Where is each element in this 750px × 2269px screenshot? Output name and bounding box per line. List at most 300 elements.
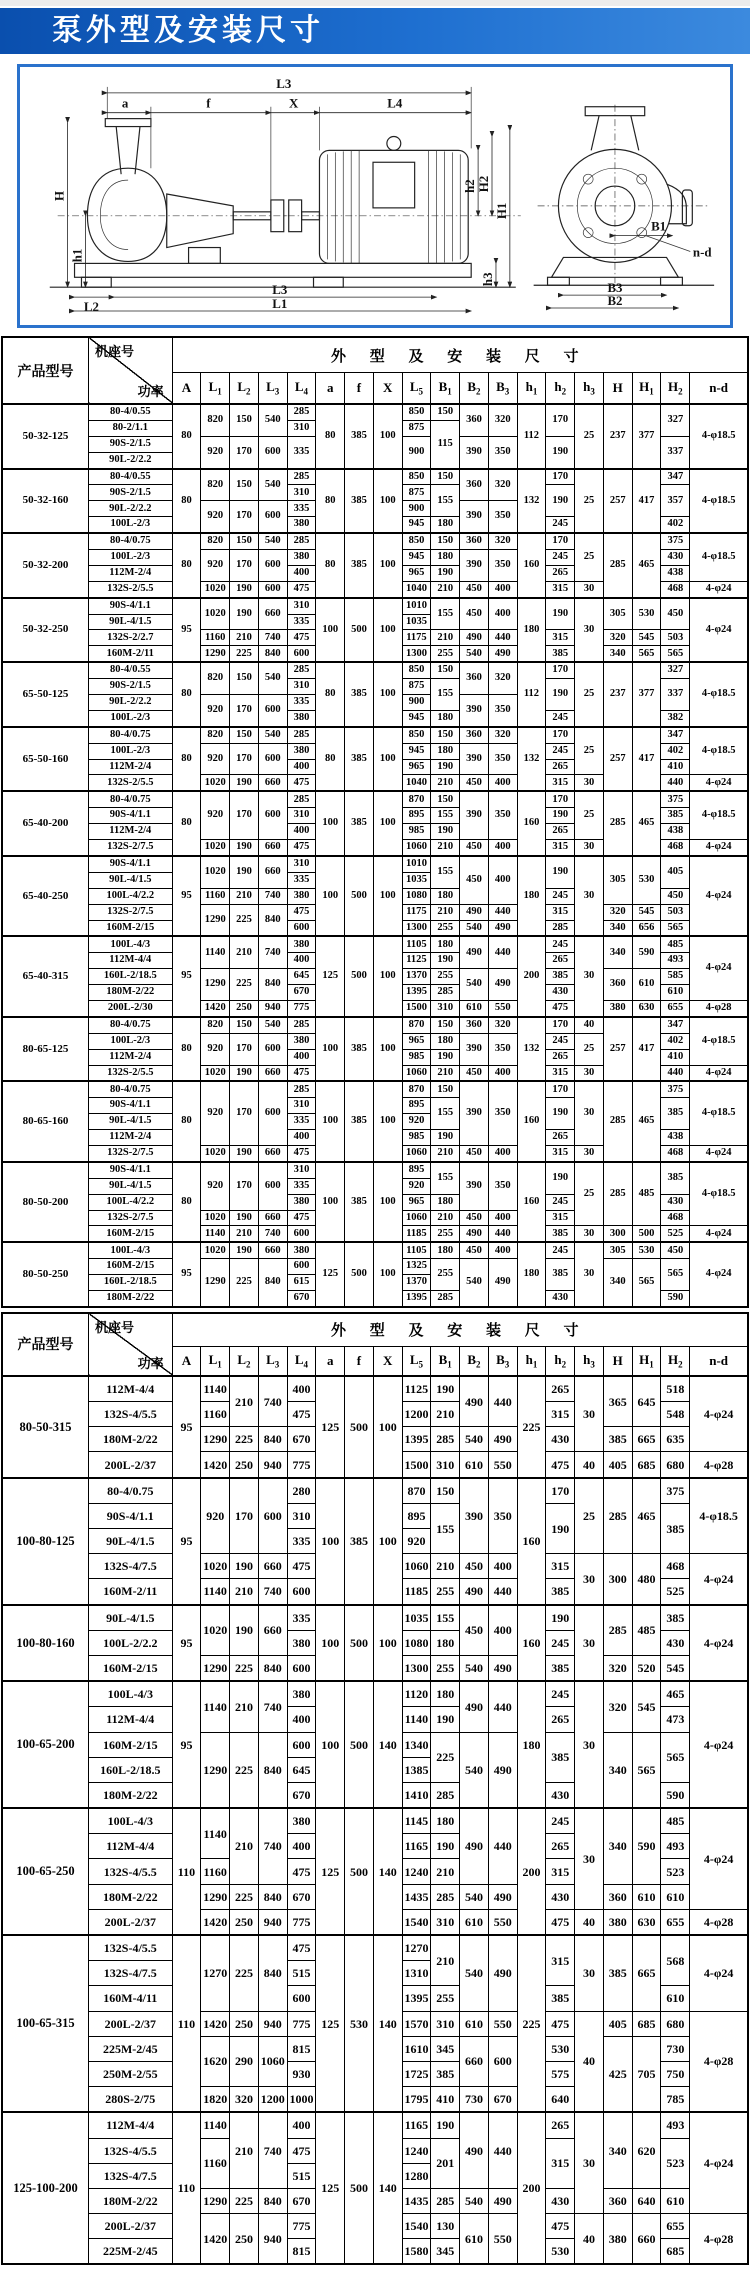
dimension-cell: 385 — [345, 404, 374, 469]
dimension-cell: 1310 — [402, 1961, 431, 1986]
dimension-cell: 4-φ24 — [690, 1376, 748, 1452]
dimension-cell: 565 — [661, 920, 690, 936]
column-header: n-d — [690, 373, 748, 405]
dimension-cell: 160 — [517, 1081, 546, 1161]
dimension-cell: 375 — [661, 533, 690, 549]
frame-power-cell: 100L-4/3 — [89, 936, 173, 952]
dimension-cell: 150 — [431, 469, 460, 485]
dimension-cell: 1395 — [402, 1427, 431, 1452]
dimension-cell: 4-φ18.5 — [690, 1017, 748, 1065]
frame-power-cell: 90L-4/1.5 — [89, 614, 173, 630]
frame-power-cell: 160M-4/11 — [89, 1986, 173, 2011]
dimension-cell: 40 — [575, 1452, 604, 1478]
dimension-cell: 190 — [431, 953, 460, 969]
dimension-cell: 170 — [230, 743, 259, 775]
dimension-cell: 402 — [661, 517, 690, 533]
frame-power-cell: 180M-2/22 — [89, 1884, 173, 1909]
dimension-cell: 237 — [603, 404, 632, 469]
dim-label-H2: H2 — [477, 175, 492, 193]
dimension-cell: 630 — [632, 1909, 661, 1935]
dimension-cell: 1290 — [201, 1655, 230, 1681]
dimension-cell: 160 — [517, 1478, 546, 1605]
dimension-cell: 870 — [402, 1478, 431, 1504]
dimension-cell: 245 — [546, 1808, 575, 1834]
dimension-cell: 1270 — [201, 1935, 230, 2011]
frame-power-cell: 160L-2/18.5 — [89, 1757, 173, 1782]
dimension-cell: 140 — [373, 1935, 402, 2112]
dimension-cell: 225 — [230, 1935, 259, 2011]
dimension-cell: 385 — [345, 791, 374, 856]
dimension-cell: 375 — [661, 1081, 690, 1097]
dimension-cell: 600 — [287, 1259, 316, 1275]
frame-power-cell: 160M-2/11 — [89, 1579, 173, 1605]
column-header: $L_5$ — [402, 1346, 431, 1376]
dimension-cell: 95 — [172, 598, 201, 663]
dimension-cell: 340 — [603, 920, 632, 936]
dimension-cell: 115 — [431, 420, 460, 468]
dimension-cell: 300 — [603, 1554, 632, 1605]
dimension-cell: 438 — [661, 1130, 690, 1146]
dimension-cell: 310 — [287, 598, 316, 614]
dimension-cell: 400 — [488, 840, 517, 856]
dimension-cell: 402 — [661, 1033, 690, 1049]
dimension-cell: 100 — [316, 1478, 345, 1605]
dimension-cell: 920 — [201, 1033, 230, 1065]
dimension-cell: 100 — [316, 598, 345, 663]
dimension-cell: 940 — [258, 1452, 287, 1478]
dimension-cell: 1240 — [402, 1859, 431, 1884]
dimension-cell: 385 — [603, 1427, 632, 1452]
dimension-cell: 490 — [488, 920, 517, 936]
dimension-cell: 257 — [603, 1017, 632, 1082]
dimension-cell: 400 — [488, 1145, 517, 1161]
dimension-cell: 1620 — [201, 2036, 230, 2086]
dimension-cell: 210 — [431, 1402, 460, 1427]
dimension-cell: 390 — [460, 1081, 489, 1145]
frame-power-cell: 160L-2/18.5 — [89, 969, 173, 985]
dimension-cell: 335 — [287, 872, 316, 888]
dimension-cell: 155 — [431, 1162, 460, 1194]
dimension-cell: 150 — [230, 469, 259, 501]
dimension-cell: 190 — [431, 824, 460, 840]
dimension-cell: 1010 — [402, 856, 431, 872]
dimension-cell: 1500 — [402, 1452, 431, 1478]
dimension-cell: 1020 — [201, 856, 230, 888]
dimension-cell: 1290 — [201, 1884, 230, 1909]
dimension-cell: 600 — [287, 1226, 316, 1242]
dimension-cell: 350 — [488, 501, 517, 533]
frame-power-cell: 200L-2/37 — [89, 2214, 173, 2239]
dimension-cell: 385 — [431, 2061, 460, 2086]
frame-power-cell: 90S-2/1.5 — [89, 485, 173, 501]
dimension-cell: 1040 — [402, 775, 431, 791]
column-header: $B_2$ — [460, 1346, 489, 1376]
dimension-cell: 1175 — [402, 630, 431, 646]
dimension-cell: 245 — [546, 517, 575, 533]
dimension-cell: 132 — [517, 469, 546, 534]
dimension-cell: 1020 — [201, 1145, 230, 1161]
frame-power-cell: 80-4/0.75 — [89, 533, 173, 549]
dimension-cell: 315 — [546, 1554, 575, 1579]
dimension-cell: 635 — [661, 1427, 690, 1452]
dimension-cell: 965 — [402, 759, 431, 775]
dimension-cell: 545 — [632, 904, 661, 920]
frame-power-cell: 180M-2/22 — [89, 1290, 173, 1306]
dimension-cell: 385 — [661, 1503, 690, 1553]
dimension-cell: 285 — [431, 2188, 460, 2213]
dimension-cell: 660 — [460, 2036, 489, 2086]
dimension-cell: 320 — [603, 1681, 632, 1732]
dimension-cell: 670 — [287, 985, 316, 1001]
frame-power-cell: 132S-2/7.5 — [89, 1145, 173, 1161]
dimension-cell: 640 — [546, 2087, 575, 2113]
dimension-cell: 4-φ18.5 — [690, 1478, 748, 1554]
dim-label-H1: H1 — [494, 202, 509, 220]
dimension-cell: 190 — [230, 1242, 259, 1258]
dimension-cell: 25 — [575, 1478, 604, 1554]
dimension-cell: 540 — [460, 1655, 489, 1681]
dimension-cell: 485 — [661, 936, 690, 952]
dimension-cell: 600 — [287, 920, 316, 936]
dimension-cell: 347 — [661, 469, 690, 485]
dimension-cell: 385 — [345, 469, 374, 534]
dimension-cell: 1500 — [402, 1000, 431, 1016]
dimension-cell: 1570 — [402, 2011, 431, 2036]
dimension-cell: 540 — [258, 1017, 287, 1033]
dimension-cell: 320 — [488, 1017, 517, 1033]
frame-power-cell: 100L-2/2.2 — [89, 1630, 173, 1655]
dimension-cell: 400 — [287, 1707, 316, 1732]
frame-power-cell: 132S-4/7.5 — [89, 2163, 173, 2188]
dimension-cell: 245 — [546, 1242, 575, 1258]
dimension-cell: 315 — [546, 1859, 575, 1884]
dimension-cell: 660 — [258, 1242, 287, 1258]
dimension-cell: 500 — [345, 2112, 374, 2264]
dimension-cell: 357 — [661, 485, 690, 517]
dimension-cell: 1420 — [201, 1000, 230, 1016]
dimension-cell: 305 — [603, 856, 632, 904]
dimension-cell: 490 — [488, 646, 517, 662]
dimension-cell: 655 — [661, 2214, 690, 2239]
dimension-cell: 475 — [287, 1554, 316, 1579]
dimension-cell: 1290 — [201, 1427, 230, 1452]
dimension-cell: 310 — [431, 2011, 460, 2036]
dimension-cell: 1060 — [258, 2036, 287, 2086]
dimension-cell: 820 — [201, 469, 230, 501]
dimension-cell: 615 — [287, 1275, 316, 1291]
dimension-cell: 320 — [488, 404, 517, 436]
dimension-cell: 475 — [287, 1145, 316, 1161]
dimension-cell: 4-φ24 — [690, 856, 748, 936]
dimension-cell: 600 — [258, 1033, 287, 1065]
dimension-cell: 265 — [546, 1707, 575, 1732]
product-model-cell: 100-80-160 — [2, 1605, 89, 1682]
dimension-cell: 170 — [230, 436, 259, 468]
dimension-cell: 1290 — [201, 1732, 230, 1808]
dimension-cell: 340 — [603, 1808, 632, 1884]
dimension-cell: 1020 — [201, 581, 230, 597]
dimension-cell: 685 — [632, 2011, 661, 2036]
dimension-cell: 285 — [431, 1290, 460, 1306]
dimension-cell: 1395 — [402, 1290, 431, 1306]
dimension-cell: 4-φ18.5 — [690, 662, 748, 727]
dimension-cell: 920 — [201, 695, 230, 727]
dimension-cell: 4-φ24 — [690, 1681, 748, 1808]
dimension-cell: 500 — [345, 1376, 374, 1478]
dimension-cell: 360 — [603, 2188, 632, 2213]
dimension-cell: 1020 — [201, 840, 230, 856]
dimension-cell: 473 — [661, 1707, 690, 1732]
dimension-cell: 30 — [575, 840, 604, 856]
dimension-cell: 590 — [661, 1290, 690, 1306]
column-header: X — [373, 373, 402, 405]
dimension-cell: 190 — [546, 1098, 575, 1130]
dimension-cell: 475 — [546, 2011, 575, 2036]
dimension-cell: 150 — [431, 1017, 460, 1033]
dimension-cell: 600 — [488, 2036, 517, 2086]
dimension-cell: 540 — [460, 1259, 489, 1307]
dimension-cell: 255 — [431, 1986, 460, 2011]
dimension-cell: 600 — [258, 501, 287, 533]
dimension-cell: 1290 — [201, 646, 230, 662]
dimension-cell: 530 — [632, 1242, 661, 1258]
frame-power-cell: 132S-2/5.5 — [89, 1065, 173, 1081]
dimension-cell: 4-φ28 — [690, 1909, 748, 1935]
dimension-cell: 40 — [575, 2214, 604, 2265]
dimension-cell: 30 — [575, 936, 604, 1016]
dimension-cell: 4-φ24 — [690, 840, 748, 856]
dimension-cell: 870 — [402, 1017, 431, 1033]
dimension-cell: 320 — [488, 469, 517, 501]
dimension-cell: 150 — [431, 662, 460, 678]
dim-label-l3-bottom: L3 — [272, 283, 288, 298]
dimension-cell: 475 — [287, 1065, 316, 1081]
dimension-cell: 1060 — [402, 1065, 431, 1081]
dimension-cell: 190 — [546, 679, 575, 711]
frame-power-cell: 225M-2/45 — [89, 2239, 173, 2265]
frame-power-cell: 90S-4/1.1 — [89, 1162, 173, 1178]
frame-power-cell: 100L-4/2.2 — [89, 888, 173, 904]
dimension-cell: 400 — [287, 2112, 316, 2138]
dimension-cell: 4-φ18.5 — [690, 469, 748, 534]
dimension-cell: 265 — [546, 824, 575, 840]
dimension-cell: 468 — [661, 1210, 690, 1226]
dimension-cell: 740 — [258, 936, 287, 968]
frame-power-cell: 200L-2/37 — [89, 1452, 173, 1478]
frame-power-cell: 200L-2/37 — [89, 1909, 173, 1935]
dimension-cell: 1020 — [201, 1554, 230, 1579]
dimension-cell: 210 — [431, 840, 460, 856]
dimension-cell: 30 — [575, 1935, 604, 2011]
dimension-cell: 1175 — [402, 904, 431, 920]
dimension-cell: 225 — [230, 646, 259, 662]
dimension-cell: 1080 — [402, 1630, 431, 1655]
dimension-cell: 110 — [172, 1935, 201, 2112]
dimension-cell: 945 — [402, 550, 431, 566]
frame-power-cell: 225M-2/45 — [89, 2036, 173, 2061]
dimension-cell: 493 — [661, 2112, 690, 2138]
dimension-cell: 245 — [546, 710, 575, 726]
dimension-cell: 385 — [345, 727, 374, 792]
column-header: $L_3$ — [258, 373, 287, 405]
dimension-cell: 820 — [201, 727, 230, 743]
dimension-cell: 255 — [431, 1579, 460, 1605]
dimension-cell: 490 — [488, 1655, 517, 1681]
dimension-cell: 540 — [460, 1427, 489, 1452]
dimension-cell: 160 — [517, 1605, 546, 1682]
dimension-cell: 335 — [287, 501, 316, 517]
dimension-cell: 110 — [172, 1808, 201, 1935]
dimension-cell: 440 — [488, 936, 517, 968]
dimension-cell: 468 — [661, 1554, 690, 1579]
dimension-cell: 940 — [258, 2011, 287, 2036]
dimension-cell: 550 — [488, 2214, 517, 2265]
dimension-cell: 600 — [258, 550, 287, 582]
dimension-cell: 568 — [661, 1935, 690, 1986]
dimension-cell: 545 — [632, 1681, 661, 1732]
dimension-cell: 100 — [373, 469, 402, 534]
dimension-cell: 385 — [661, 808, 690, 824]
dim-label-f: f — [206, 96, 211, 111]
dimension-cell: 1165 — [402, 2112, 431, 2138]
dimension-cell: 210 — [230, 936, 259, 968]
dimension-cell: 190 — [230, 840, 259, 856]
dimension-cell: 1370 — [402, 1275, 431, 1291]
dimension-cell: 30 — [575, 1554, 604, 1605]
dimension-cell: 540 — [258, 469, 287, 501]
dimension-cell: 1610 — [402, 2036, 431, 2061]
dimensions-span-header: 外 型 及 安 装 尺 寸 — [172, 1313, 748, 1347]
frame-power-cell: 112M-2/4 — [89, 759, 173, 775]
dimension-cell: 150 — [230, 404, 259, 436]
dimension-cell: 250 — [230, 2011, 259, 2036]
dimension-cell: 660 — [258, 1145, 287, 1161]
dimension-cell: 740 — [258, 1681, 287, 1732]
dimension-cell: 125 — [316, 1376, 345, 1478]
frame-power-cell: 100L-2/3 — [89, 743, 173, 759]
dimension-cell: 920 — [201, 743, 230, 775]
dimension-cell: 1080 — [402, 888, 431, 904]
dimension-cell: 315 — [546, 1935, 575, 1986]
dimension-cell: 900 — [402, 501, 431, 517]
dimension-cell: 190 — [230, 1145, 259, 1161]
dimension-cell: 430 — [661, 1630, 690, 1655]
dimension-cell: 190 — [431, 1707, 460, 1732]
dimension-cell: 920 — [201, 1478, 230, 1554]
dimension-cell: 1185 — [402, 1226, 431, 1242]
dimension-cell: 493 — [661, 1834, 690, 1859]
frame-power-cell: 100L-2/3 — [89, 710, 173, 726]
dimension-cell: 1725 — [402, 2061, 431, 2086]
dimension-cell: 350 — [488, 1033, 517, 1065]
dimension-cell: 285 — [287, 1081, 316, 1097]
product-model-cell: 80-65-160 — [2, 1081, 89, 1161]
dimension-cell: 25 — [575, 1033, 604, 1065]
dimension-cell: 450 — [460, 581, 489, 597]
column-header: H — [603, 373, 632, 405]
dimension-cell: 170 — [230, 501, 259, 533]
dimension-cell: 4-φ24 — [690, 1935, 748, 2011]
dimension-cell: 600 — [258, 791, 287, 839]
dimension-cell: 125 — [316, 936, 345, 1016]
dimension-cell: 285 — [287, 791, 316, 807]
dimension-cell: 468 — [661, 840, 690, 856]
dimension-cell: 440 — [488, 904, 517, 920]
dimension-cell: 545 — [632, 630, 661, 646]
dimension-cell: 610 — [632, 969, 661, 1001]
dimension-cell: 4-φ24 — [690, 2112, 748, 2213]
dim-label-a: a — [121, 96, 129, 111]
dimension-cell: 520 — [632, 1655, 661, 1681]
column-header: $B_1$ — [431, 373, 460, 405]
dimension-cell: 440 — [488, 1579, 517, 1605]
dimension-cell: 380 — [287, 743, 316, 759]
frame-power-cell: 250M-2/55 — [89, 2061, 173, 2086]
dimension-cell: 245 — [546, 936, 575, 952]
dimension-cell: 170 — [546, 1081, 575, 1097]
dimension-cell: 310 — [287, 1162, 316, 1178]
dimension-cell: 1395 — [402, 985, 431, 1001]
frame-power-cell: 90L-2/2.2 — [89, 695, 173, 711]
dimension-cell: 1020 — [201, 1065, 230, 1081]
dimension-cell: 965 — [402, 565, 431, 581]
dimension-cell: 1145 — [402, 1808, 431, 1834]
dimension-cell: 820 — [201, 533, 230, 549]
dimension-cell: 450 — [460, 1145, 489, 1161]
frame-power-cell: 80-4/0.75 — [89, 1081, 173, 1097]
dimension-cell: 4-φ24 — [690, 1808, 748, 1909]
dimension-cell: 315 — [546, 775, 575, 791]
dimension-cell: 430 — [546, 2188, 575, 2213]
dimension-cell: 550 — [488, 2011, 517, 2036]
dimension-cell: 600 — [258, 1081, 287, 1145]
dimension-cell: 775 — [287, 2214, 316, 2239]
dimension-cell: 125 — [316, 2112, 345, 2264]
dimension-cell: 30 — [575, 2112, 604, 2213]
frame-power-cell: 132S-2/5.5 — [89, 581, 173, 597]
dimension-cell: 210 — [230, 1579, 259, 1605]
dimension-cell: 225 — [230, 1427, 259, 1452]
dimension-cell: 255 — [431, 969, 460, 985]
frame-power-cell: 180M-2/22 — [89, 985, 173, 1001]
dimension-cell: 360 — [460, 1017, 489, 1033]
dimension-cell: 4-φ28 — [690, 2214, 748, 2265]
dimension-cell: 820 — [201, 404, 230, 436]
frame-power-cell: 90S-2/1.5 — [89, 679, 173, 695]
dimension-cell: 1140 — [201, 1808, 230, 1859]
dimension-cell: 475 — [287, 1935, 316, 1961]
column-header: $L_2$ — [230, 373, 259, 405]
dimension-cell: 390 — [460, 695, 489, 727]
dimension-cell: 530 — [546, 2036, 575, 2061]
column-header: $h_3$ — [575, 373, 604, 405]
dimension-cell: 1040 — [402, 581, 431, 597]
frame-power-cell: 100L-2/3 — [89, 550, 173, 566]
dimension-cell: 1420 — [201, 1909, 230, 1935]
dimension-cell: 310 — [287, 856, 316, 872]
product-model-cell: 80-65-125 — [2, 1017, 89, 1082]
dimension-cell: 377 — [632, 404, 661, 469]
dimension-cell: 380 — [603, 1909, 632, 1935]
dimension-cell: 190 — [546, 856, 575, 888]
dimension-cell: 405 — [603, 2011, 632, 2036]
dimension-cell: 870 — [402, 791, 431, 807]
dimension-cell: 530 — [345, 1935, 374, 2112]
dimension-cell: 335 — [287, 1178, 316, 1194]
dimension-cell: 1105 — [402, 1242, 431, 1258]
dimension-cell: 380 — [603, 2214, 632, 2265]
dimension-cell: 985 — [402, 824, 431, 840]
